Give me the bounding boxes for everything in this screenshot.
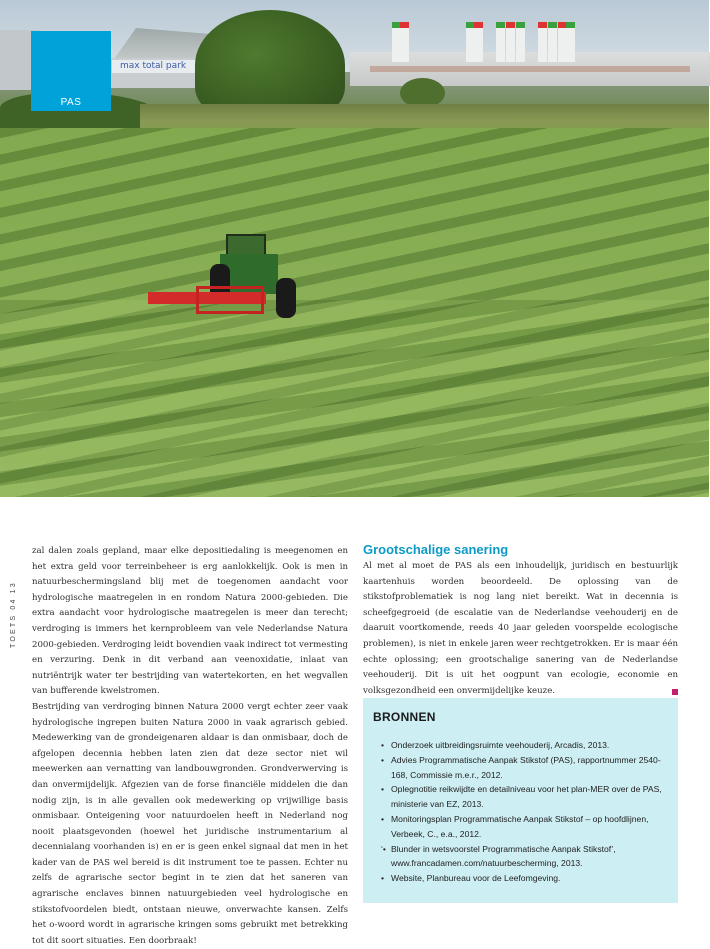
source-item (373, 842, 668, 872)
paragraph: Bestrijding van verdroging binnen Natura 2000 vergt echter zeer vaak hydrologische ingrepen buiten Natura 2000 in vaak agrarisch gebied. Medewerking van de grondeigenaren aldaar is dan onmisbaar, doch de afgelopen decennia hebben laten zien dat deze sector niet wil meewerken aan vernatting van landbouwgronden. Grondverwerving is dan onvermijdelijk. Afgezien van de forse financiële middelen die dan nodig zijn, is in alle gevallen ook medewerking op vrijwillige basis onmisbaar. Onteigening voor natuurdoelen heeft in Nederland nog nooit plaatsgevonden (hoewel het juridische instrumentarium al decennialang voorhanden is) en er is geen enkel signaal dat men in het kader van de PAS wel bereid is dit instrument toe te passen. Echter nu zelfs de agrarische sector begint in te zien dat het saneren van agrarische enclaves binnen natuurgebieden veel hydrologische en stikstofvoordelen biedt, ontstaan nieuwe, onverwachte kansen. Zelfs het o-woord wordt in agrarische kringen soms gebruikt met betrekking tot dit soort situaties. Een doorbraak! (32, 701, 348, 946)
section-heading: Grootschalige sanering (363, 542, 509, 557)
bullet: • (381, 873, 385, 884)
silo (474, 22, 483, 62)
bullet: • (381, 740, 385, 750)
section-badge (31, 31, 111, 111)
source-text: Advies Programmatische Aanpak Stikstof (PAS), rapportnummer 2540-168, Commissie m.e.r., 2012. (391, 754, 661, 780)
source-text: Website, Planbureau voor de Leefomgeving. (391, 873, 561, 884)
source-text: Blunder in wetsvoorstel Programmatische Aanpak Stikstof’, www.francadamen.com/natuurbescherming, 2013. (391, 843, 616, 869)
silo (496, 22, 505, 62)
silo (506, 22, 515, 62)
bullet: • (381, 754, 385, 765)
paragraph: zal dalen zoals gepland, maar elke depositiedaling is meegenomen en het extra geld voor terreinbeheer is erg aanlokkelijk. Ook is men in natuurbeschermingsland blij met de toegenomen aandacht voor hydrologische maatregelen in en rondom Natura 2000-gebieden. Die extra aandacht voor hydrologische maatregelen is meer dan terecht; verdroging is immers het kernprobleem van vele Nederlandse Natura 2000-gebieden. Verdroging leidt bovendien vaak indirect tot vermesting en verzuring. Denk in dit verband aan veenoxidatie, inlaat van nutriëntrijk water ter bestrijding van watertekorten, en het wegvallen van bufferende kwelstromen. (32, 546, 348, 697)
running-head: TOETS 04 13 (10, 581, 17, 648)
sources-list (373, 738, 668, 886)
right-column (363, 542, 678, 699)
source-text: Oplegnotitie reikwijdte en detailniveau voor het plan-MER over de PAS, ministerie van EZ, 2013. (391, 784, 662, 810)
section-paragraph (363, 559, 678, 699)
bullet: • (381, 813, 385, 824)
sources-box (363, 698, 678, 903)
source-text: Onderzoek uitbreidingsruimte veehouderij, Arcadis, 2013. (391, 740, 610, 750)
end-of-article-mark (672, 689, 678, 695)
source-text: Monitoringsplan Programmatische Aanpak Stikstof – op hoofdlijnen, Verbeek, C., e.a., 2012. (391, 813, 649, 839)
sources-title: BRONNEN (373, 710, 436, 724)
source-item (373, 871, 668, 886)
left-column (32, 544, 348, 949)
bullet: • (381, 784, 385, 795)
silo (400, 22, 409, 62)
section-text: Al met al moet de PAS als een inhoudelijk, juridisch en bestuurlijk kaartenhuis worden beoordeeld. De oplossing van de stikstofproblematiek is nog lang niet bereikt. Wat in decennia is scheefgegroeid (de escalatie van de Nederlandse veehouderij en de daaruit voortkomende, reeds 40 jaar geleden voorspelde ecologische problemen), is niet in enkele jaren weer rechtgetrokken. Er is maar één echte oplossing; een grootschalige sanering van de Nederlandse veehouderij. Dit is uit het oogpunt van ecologie, economie en volksgezondheid een onvermijdelijke keuze. (363, 561, 678, 696)
hay-rake-frame (196, 286, 264, 314)
silo (548, 22, 557, 62)
silo (516, 22, 525, 62)
tractor-cab (226, 234, 266, 256)
section-badge-label: PAS (60, 97, 82, 108)
source-item (373, 812, 668, 842)
silo (566, 22, 575, 62)
source-item (373, 782, 668, 812)
warehouse-sign: max total park (112, 60, 212, 73)
field-foreground (0, 300, 709, 497)
bullet: ‘• (381, 843, 386, 854)
factory-stripe (370, 66, 690, 72)
source-item (373, 738, 668, 753)
source-item (373, 753, 668, 783)
tractor-wheel (276, 278, 296, 318)
silo (538, 22, 547, 62)
